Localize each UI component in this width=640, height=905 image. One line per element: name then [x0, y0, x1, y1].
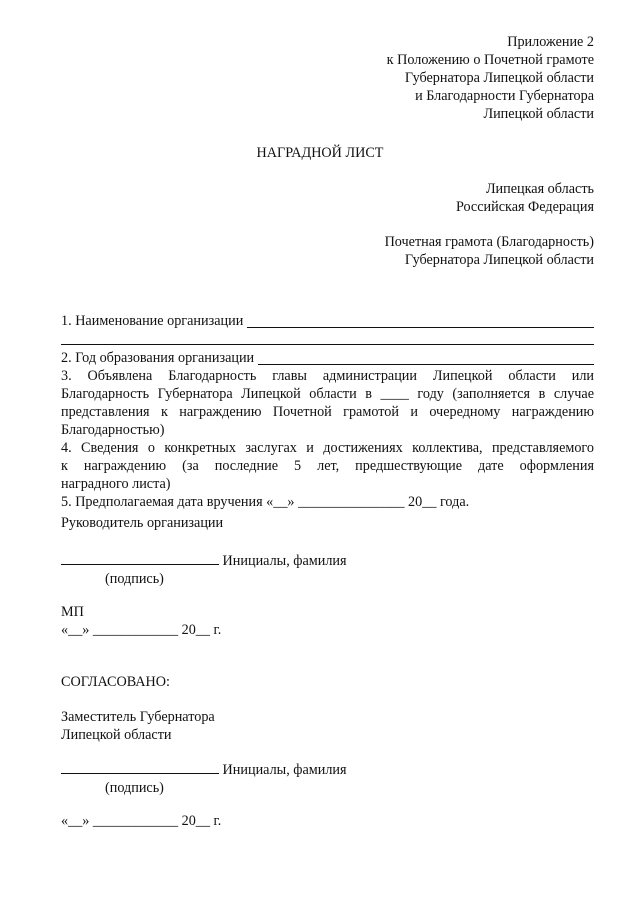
item-3-line-3: представления к награждению Почетной грамотой и очередному награждению	[61, 404, 594, 420]
appendix-line-5: Липецкой области	[483, 106, 594, 122]
document-title: НАГРАДНОЙ ЛИСТ	[256, 145, 384, 161]
approval-signature-field[interactable]	[61, 759, 219, 774]
form-body	[61, 312, 594, 511]
appendix-line-2: к Положению о Почетной грамоте	[386, 52, 594, 68]
organization-name-field-continued[interactable]	[61, 330, 594, 345]
item-3-line-4: Благодарностью)	[61, 422, 165, 438]
award-date-month-field[interactable]: _______________	[298, 494, 405, 510]
item-4-line-1: 4. Сведения о конкретных заслугах и достижениях коллектива, представляемого	[61, 440, 594, 456]
approval-position-line-2: Липецкой области	[61, 727, 172, 743]
head-signature-block	[61, 514, 223, 532]
region-block	[456, 180, 594, 216]
item-3	[61, 367, 594, 439]
approval-date-block	[61, 812, 221, 830]
award-type-block	[385, 233, 594, 269]
item-4-line-2: к награждению (за последние 5 лет, предшествующие дате оформления	[61, 458, 594, 474]
head-signature-field[interactable]	[61, 550, 219, 565]
head-signature-caption: (подпись)	[105, 571, 164, 587]
head-date-month-field[interactable]: ____________	[92, 622, 179, 638]
item-1-row	[61, 312, 594, 330]
gratitude-year-field[interactable]: ____	[380, 386, 409, 402]
approval-date-day-field[interactable]: «__»	[61, 813, 90, 829]
item-3-line-2-pre: Благодарность Губернатора Липецкой области в	[61, 386, 372, 402]
approval-heading: СОГЛАСОВАНО:	[61, 674, 170, 690]
award-line-2: Губернатора Липецкой области	[404, 252, 594, 268]
approval-position	[61, 708, 215, 744]
item-3-line-1: 3. Объявлена Благодарность главы администрации Липецкой области или	[61, 368, 594, 384]
item-5-post: 20__ года.	[408, 494, 470, 510]
approval-position-line-1: Заместитель Губернатора	[61, 709, 215, 725]
item-2-label: 2. Год образования организации	[61, 350, 255, 366]
appendix-line-3: Губернатора Липецкой области	[404, 70, 594, 86]
head-date-day-field[interactable]: «__»	[61, 622, 90, 638]
item-5-pre: 5. Предполагаемая дата вручения «__»	[61, 494, 295, 510]
item-3-line-2	[61, 385, 594, 403]
approval-date-line	[61, 812, 221, 830]
approval-signature-caption: (подпись)	[105, 780, 164, 796]
award-line-1: Почетная грамота (Благодарность)	[384, 234, 594, 250]
region-line-2: Российская Федерация	[455, 199, 594, 215]
head-date-line	[61, 621, 221, 639]
appendix-header	[387, 33, 594, 123]
item-4-line-3: наградного листа)	[61, 476, 171, 492]
approval-signature-line	[61, 759, 347, 797]
appendix-line-1: Приложение 2	[507, 34, 594, 50]
organization-name-field[interactable]	[247, 313, 594, 328]
founding-year-field[interactable]	[258, 350, 594, 365]
item-1-label: 1. Наименование организации	[61, 313, 244, 329]
item-4	[61, 439, 594, 493]
head-date-year: 20__ г.	[181, 622, 222, 638]
item-3-line-2-post: году (заполняется в случае	[417, 386, 595, 402]
head-title: Руководитель организации	[61, 515, 224, 531]
appendix-line-4: и Благодарности Губернатора	[415, 88, 594, 104]
head-name-label: Инициалы, фамилия	[222, 553, 347, 569]
stamp-label: МП	[61, 604, 84, 620]
approval-date-year: 20__ г.	[181, 813, 222, 829]
approval-name-label: Инициалы, фамилия	[222, 762, 347, 778]
approval-date-month-field[interactable]: ____________	[92, 813, 179, 829]
head-signature-line	[61, 550, 347, 588]
item-2-row	[61, 349, 594, 367]
item-5	[61, 493, 594, 511]
head-stamp-block	[61, 603, 221, 639]
region-line-1: Липецкая область	[485, 181, 594, 197]
